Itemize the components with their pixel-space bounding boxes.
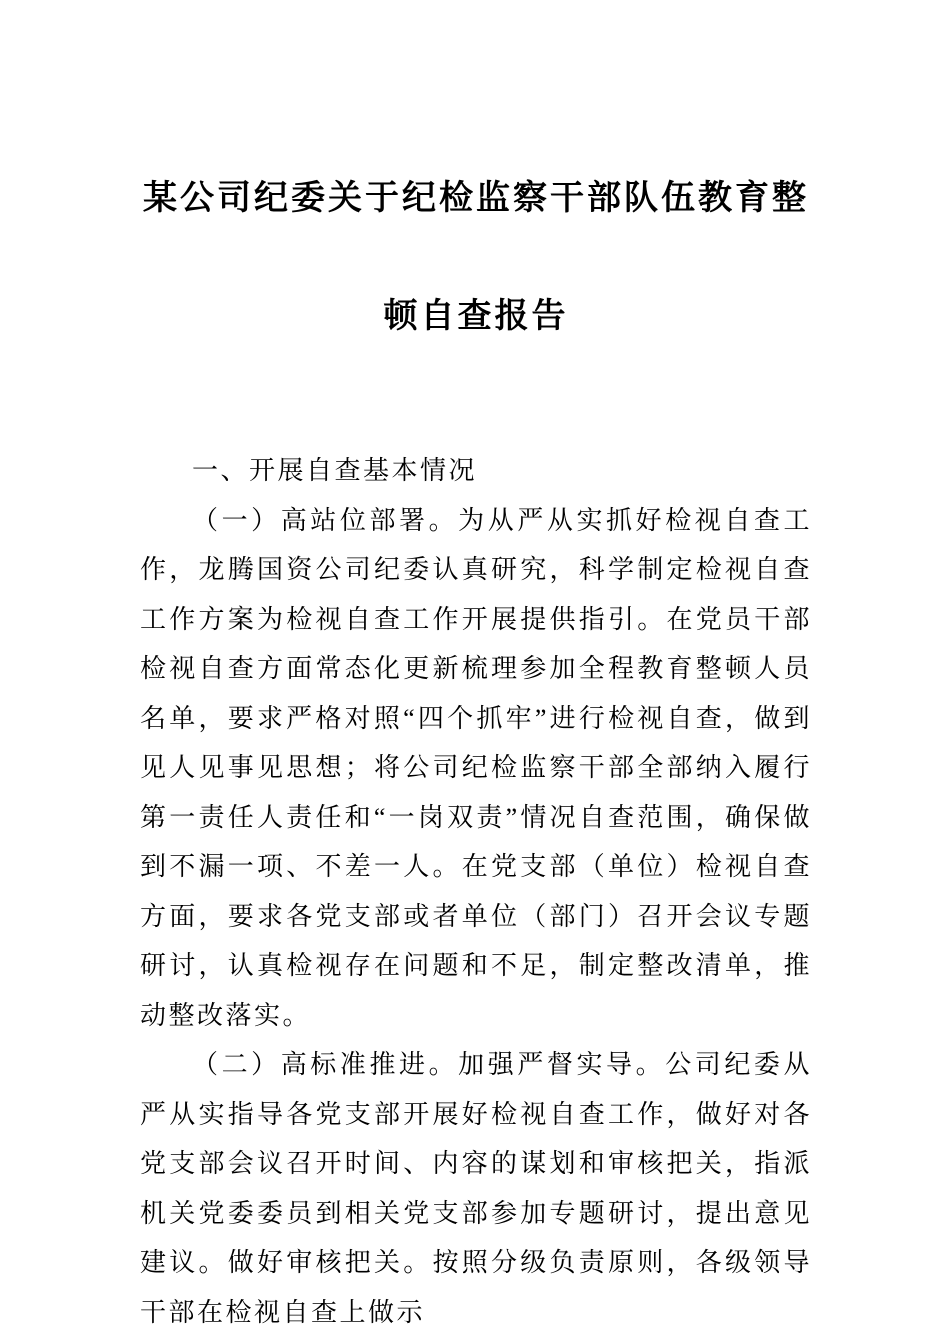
body-paragraph: （二）高标准推进。加强严督实导。公司纪委从严从实指导各党支部开展好检视自查工作，做好对各党支部会议召开时间、内容的谋划和审核把关，指派机关党委委员到相关党支部参加专题研讨，提出意见建议。做好审核把关。按照分级负责原则，各级领导干部在检视自查上做示 xyxy=(140,1050,812,1327)
section-heading: 一、开展自查基本情况 xyxy=(192,456,478,485)
body-paragraph: （一）高站位部署。为从严从实抓好检视自查工作，龙腾国资公司纪委认真研究，科学制定检视自查工作方案为检视自查工作开展提供指引。在党员干部检视自查方面常态化更新梳理参加全程教育整顿人员名单，要求严格对照“四个抓牢”进行检视自查，做到见人见事见思想；将公司纪检监察干部全部纳入履行第一责任人责任和“一岗双责”情况自查范围，确保做到不漏一项、不差一人。在党支部（单位）检视自查方面，要求各党支部或者单位（部门）召开会议专题研讨，认真检视存在问题和不足，制定整改清单，推动整改落实。 xyxy=(140,505,812,1030)
document-body xyxy=(140,446,812,1337)
document-title-line-2: 顿自查报告 xyxy=(383,298,569,335)
document-title xyxy=(140,140,812,376)
document-title-line-1: 某公司纪委关于纪检监察干部队伍教育整 xyxy=(143,180,809,217)
